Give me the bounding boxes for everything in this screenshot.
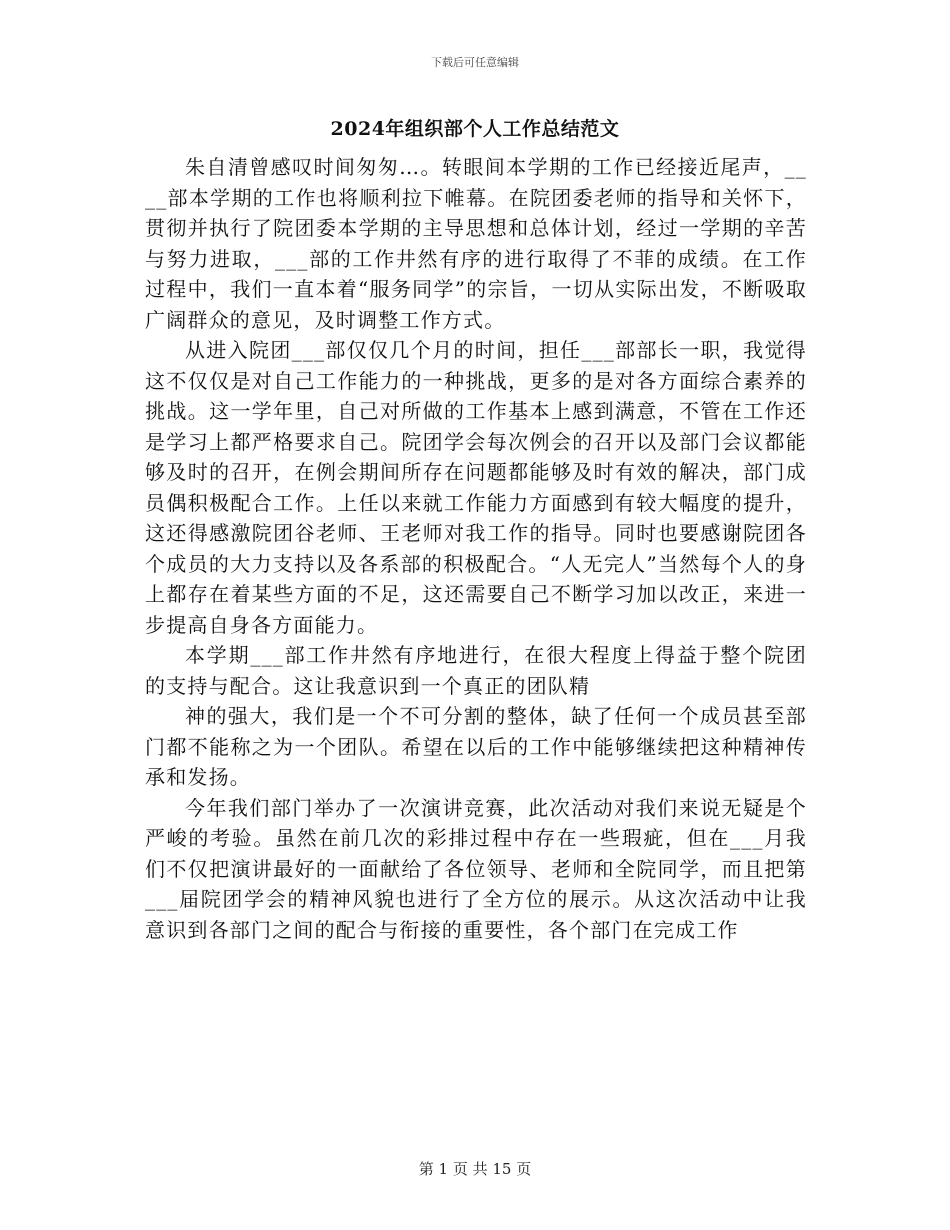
paragraph-1: 朱自清曾感叹时间匆匆…。转眼间本学期的工作已经接近尾声，____部本学期的工作也将顺利拉下帷幕。在院团委老师的指导和关怀下，贯彻并执行了院团委本学期的主导思想和总体计划，经过一学期的辛苦与努力进取，___部的工作井然有序的进行取得了不菲的成绩。在工作过程中，我们一直本着“服务同学”的宗旨，一切从实际出发，不断吸取广阔群众的意见，及时调整工作方式。 (145, 155, 807, 332)
document-body (145, 152, 807, 945)
document-title: 2024年组织部个人工作总结范文 (330, 118, 620, 140)
paragraph-3: 本学期___部工作井然有序地进行，在很大程度上得益于整个院团的支持与配合。这让我意识到一个真正的团队精 (145, 643, 807, 698)
page-number: 第 1 页 共 15 页 (418, 1160, 532, 1178)
paragraph-2: 从进入院团___部仅仅几个月的时间，担任___部部长一职，我觉得这不仅仅是对自己工作能力的一种挑战，更多的是对各方面综合素养的挑战。这一学年里，自己对所做的工作基本上感到满意，不管在工作还是学习上都严格要求自己。院团学会每次例会的召开以及部门会议都能够及时的召开，在例会期间所存在问题都能够及时有效的解决，部门成员偶积极配合工作。上任以来就工作能力方面感到有较大幅度的提升，这还得感激院团谷老师、王老师对我工作的指导。同时也要感谢院团各个成员的大力支持以及各系部的积极配合。“人无完人”当然每个人的身上都存在着某些方面的不足，这还需要自己不断学习加以改正，来进一步提高自身各方面能力。 (145, 338, 807, 637)
paragraph-5: 今年我们部门举办了一次演讲竞赛，此次活动对我们来说无疑是个严峻的考验。虽然在前几次的彩排过程中存在一些瑕疵，但在___月我们不仅把演讲最好的一面献给了各位领导、老师和全院同学，而且把第___届院团学会的精神风貌也进行了全方位的展示。从这次活动中让我意识到各部门之间的配合与衔接的重要性，各个部门在完成工作 (145, 795, 807, 942)
paragraph-4: 神的强大，我们是一个不可分割的整体，缺了任何一个成员甚至部门都不能称之为一个团队。希望在以后的工作中能够继续把这种精神传承和发扬。 (145, 704, 807, 789)
header-note: 下载后可任意编辑 (431, 56, 519, 69)
